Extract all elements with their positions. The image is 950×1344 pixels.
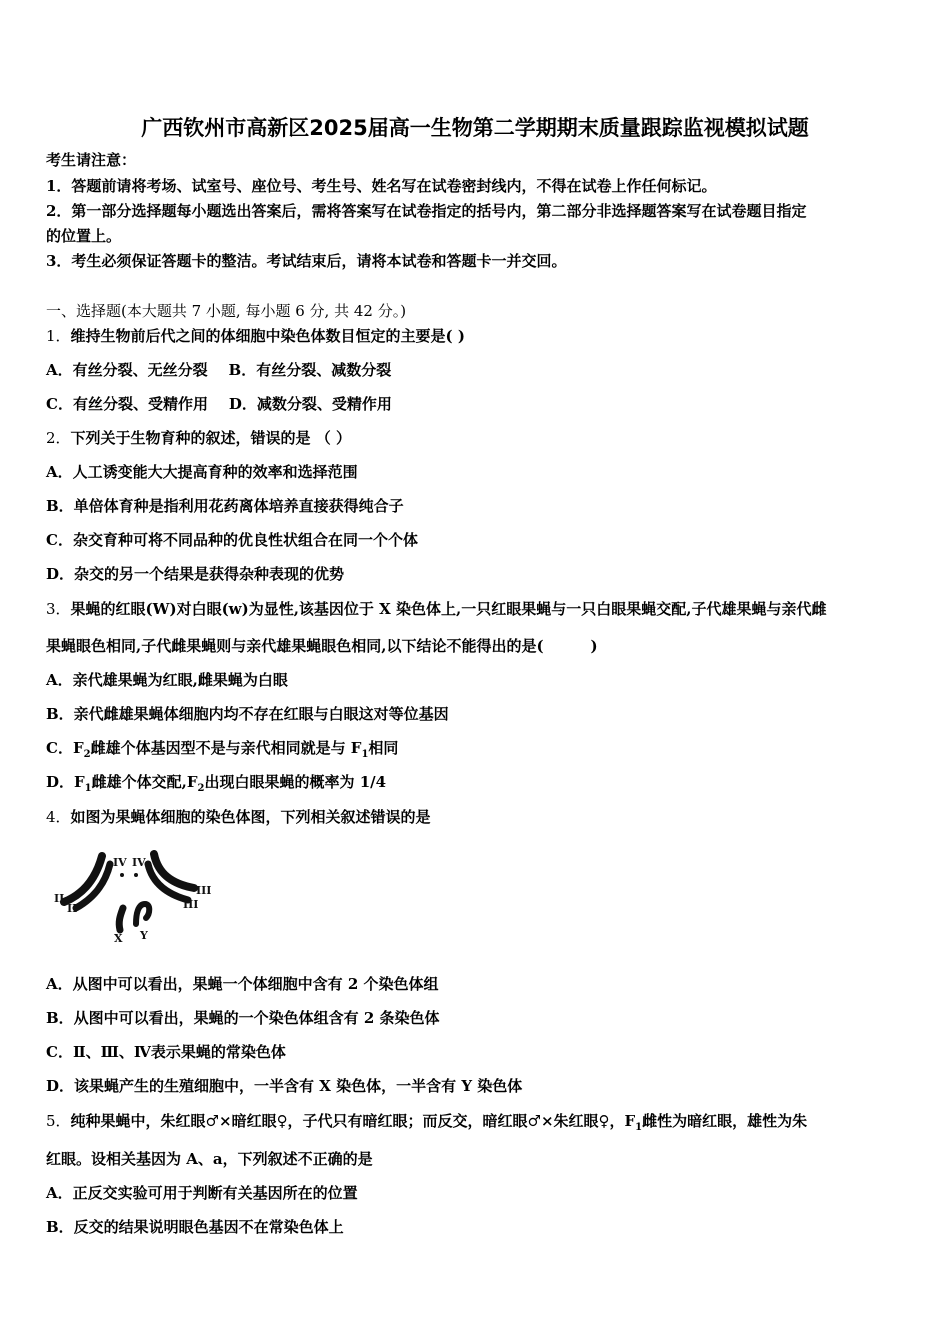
label-iv-right: IV xyxy=(132,856,146,869)
question-number: 5． xyxy=(46,1112,71,1130)
text-part: 雌性为暗红眼，雄性为朱 xyxy=(642,1112,808,1130)
text-part: 雌雄个体基因型不是与亲代相同就是与 F xyxy=(90,739,362,757)
q4-option-c: C．Ⅱ、Ⅲ、Ⅳ表示果蝇的常染色体 xyxy=(46,1043,286,1061)
notice-item-2: 2．第一部分选择题每小题选出答案后，需将答案写在试卷指定的括号内，第二部分非选择题答案写在试卷题目指定 xyxy=(46,202,807,220)
question-number: 2． xyxy=(46,429,71,447)
q4-option-b: B．从图中可以看出，果蝇的一个染色体组含有 2 条染色体 xyxy=(46,1009,440,1027)
label-ii-inner: II xyxy=(67,902,78,915)
label-iii-inner: III xyxy=(183,898,199,911)
question-stem: 维持生物前后代之间的体细胞中染色体数目恒定的主要是( ) xyxy=(70,327,465,345)
q4-option-a: A．从图中可以看出，果蝇一个体细胞中含有 2 个染色体组 xyxy=(46,975,439,993)
label-iii-outer: III xyxy=(196,884,212,897)
text-part: 出现白眼果蝇的概率为 1/4 xyxy=(204,773,387,791)
question-5-cont: 红眼。设相关基因为 A、a，下列叙述不正确的是 xyxy=(46,1150,373,1168)
chromosome-figure xyxy=(50,842,220,947)
q3-option-c xyxy=(46,738,906,758)
text-part: 雌雄个体交配,F xyxy=(91,773,198,791)
notice-heading: 考生请注意： xyxy=(46,151,137,169)
q2-option-c: C．杂交育种可将不同品种的优良性状组合在同一个个体 xyxy=(46,531,418,549)
q3-option-a: A．亲代雄果蝇为红眼,雌果蝇为白眼 xyxy=(46,671,288,689)
q5-option-a: A．正反交实验可用于判断有关基因所在的位置 xyxy=(46,1184,358,1202)
q2-option-a: A．人工诱变能大大提高育种的效率和选择范围 xyxy=(46,463,358,481)
label-ii-outer: II xyxy=(54,892,65,905)
subscript: 1 xyxy=(361,749,369,760)
chromosome-x xyxy=(119,908,123,930)
label-y: Y xyxy=(140,929,148,942)
q2-option-d: D．杂交的另一个结果是获得杂种表现的优势 xyxy=(46,565,345,583)
notice-item-2-cont: 的位置上。 xyxy=(46,227,122,245)
question-stem: 果蝇的红眼(W)对白眼(w)为显性,该基因位于 X 染色体上,一只红眼果蝇与一只白眼果蝇交配,子代雄果蝇与亲代雌 xyxy=(70,600,827,618)
question-4 xyxy=(46,807,906,827)
subscript: 2 xyxy=(83,749,91,760)
question-number: 3． xyxy=(46,600,71,618)
chromosome-iv-right xyxy=(134,873,138,877)
subscript: 1 xyxy=(84,783,92,794)
question-5 xyxy=(46,1111,906,1131)
chromosome-y xyxy=(136,904,149,924)
section-heading: 一、选择题(本大题共 7 小题, 每小题 6 分, 共 42 分。) xyxy=(46,302,407,320)
label-x: X xyxy=(114,932,123,945)
page-title: 广西钦州市高新区2025届高一生物第二学期期末质量跟踪监视模拟试题 xyxy=(141,116,809,140)
question-2 xyxy=(46,428,906,448)
q2-option-b: B．单倍体育种是指利用花药离体培养直接获得纯合子 xyxy=(46,497,404,515)
q3-option-d xyxy=(46,772,906,792)
notice-item-3: 3．考生必须保证答题卡的整洁。考试结束后，请将本试卷和答题卡一并交回。 xyxy=(46,252,567,270)
label-iv-left: IV xyxy=(113,856,127,869)
q3-option-b: B．亲代雌雄果蝇体细胞内均不存在红眼与白眼这对等位基因 xyxy=(46,705,449,723)
q1-option-row-1: A．有丝分裂、无丝分裂 B．有丝分裂、减数分裂 xyxy=(46,361,392,379)
q1-option-row-2: C．有丝分裂、受精作用 D．减数分裂、受精作用 xyxy=(46,395,392,413)
subscript: 2 xyxy=(197,783,205,794)
question-3 xyxy=(46,599,906,619)
question-number: 1． xyxy=(46,327,71,345)
text-part: C．F xyxy=(46,739,84,757)
q4-option-d: D．该果蝇产生的生殖细胞中，一半含有 X 染色体，一半含有 Y 染色体 xyxy=(46,1077,523,1095)
text-part: 相同 xyxy=(368,739,399,757)
chromosome-iv-left xyxy=(120,873,124,877)
text-part: 纯种果蝇中，朱红眼♂×暗红眼♀，子代只有暗红眼；而反交，暗红眼♂×朱红眼♀，F xyxy=(70,1112,636,1130)
question-1 xyxy=(46,326,906,346)
question-number: 4． xyxy=(46,808,71,826)
q5-option-b: B．反交的结果说明眼色基因不在常染色体上 xyxy=(46,1218,344,1236)
question-stem: 下列关于生物育种的叙述，错误的是 （ ） xyxy=(70,429,351,447)
question-3-cont: 果蝇眼色相同,子代雌果蝇则与亲代雄果蝇眼色相同,以下结论不能得出的是( ) xyxy=(46,637,598,655)
notice-item-1: 1．答题前请将考场、试室号、座位号、考生号、姓名写在试卷密封线内，不得在试卷上作任何标记。 xyxy=(46,177,717,195)
text-part: D．F xyxy=(46,773,85,791)
question-stem: 如图为果蝇体细胞的染色体图，下列相关叙述错误的是 xyxy=(70,808,431,826)
subscript: 1 xyxy=(635,1122,643,1133)
